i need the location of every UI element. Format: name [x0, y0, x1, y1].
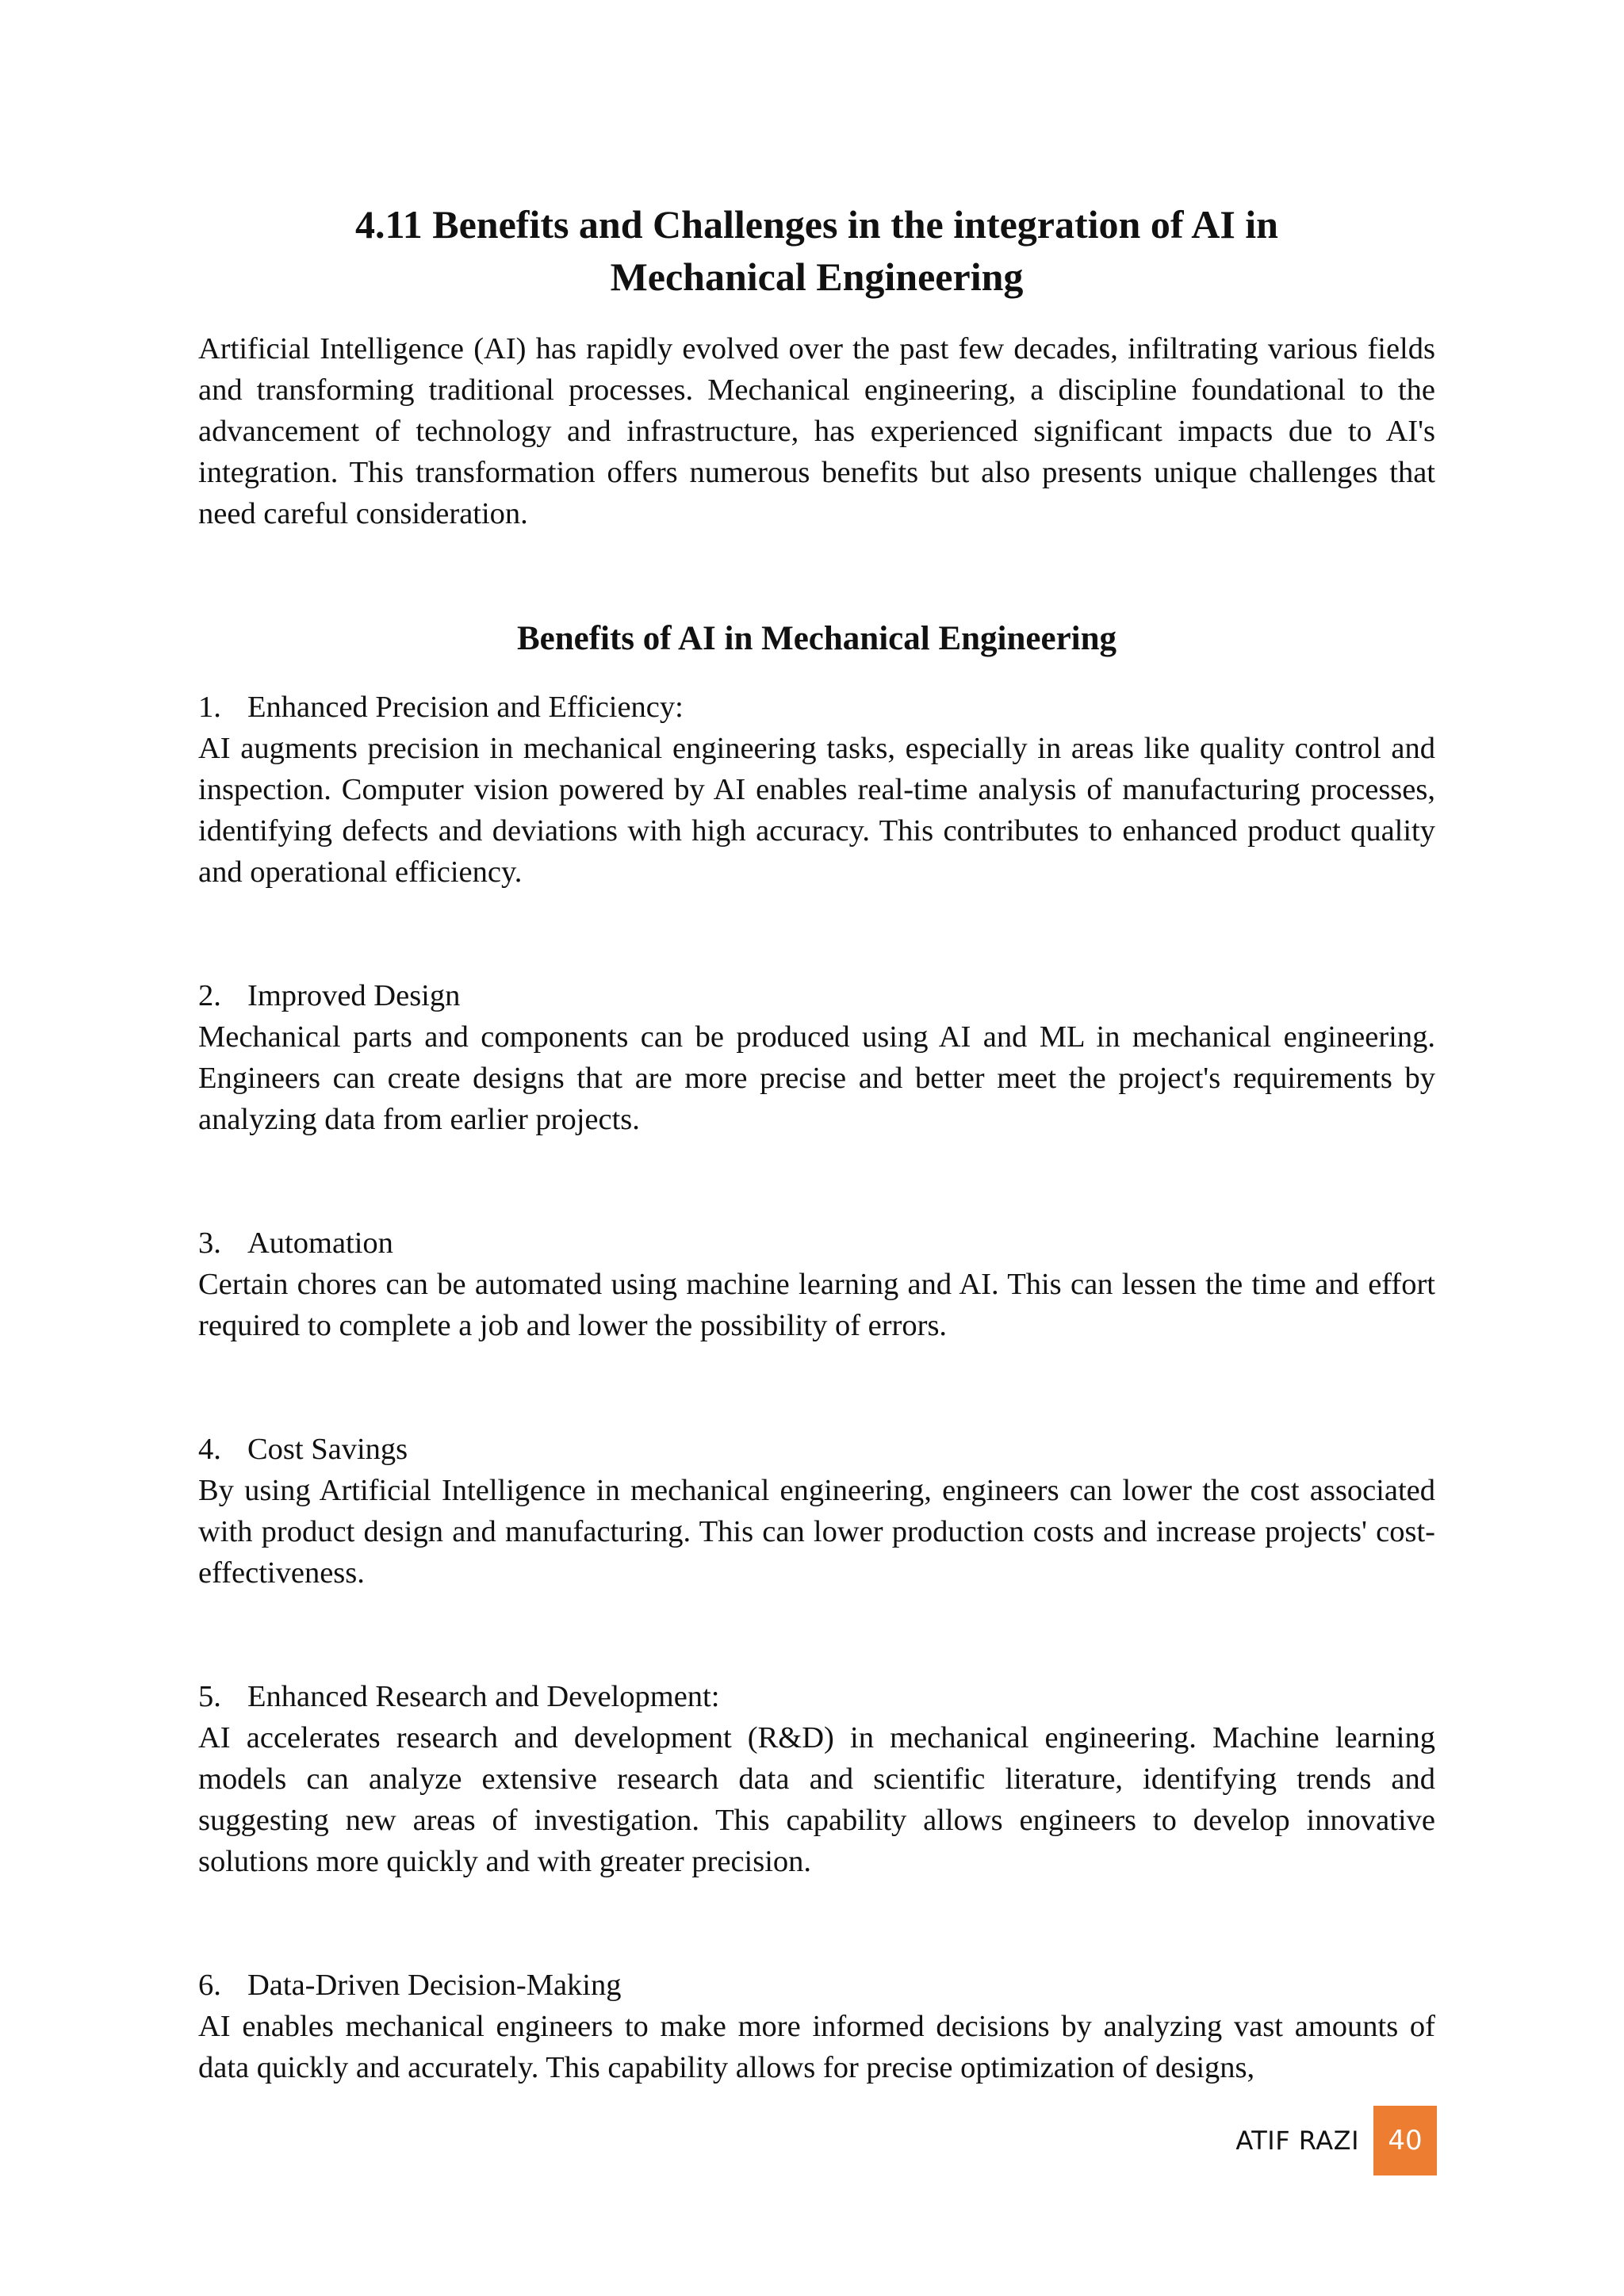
benefit-item-3: [198, 1223, 1435, 1346]
benefit-heading: [198, 1676, 1435, 1717]
benefit-text: Certain chores can be automated using machine learning and AI. This can lessen the time and effort required to complete a job and lower the possibility of errors.: [198, 1268, 1435, 1342]
intro-paragraph: Artificial Intelligence (AI) has rapidly evolved over the past few decades, infiltrating various fields and transforming traditional processes. Mechanical engineering, a discipline foundational to the advancement of technology and infrastructure, has experienced significant impacts due to AI's integration. This transformation offers numerous benefits but also presents unique challenges that need careful consideration.: [198, 332, 1435, 530]
list-number: 1.: [198, 691, 221, 724]
benefit-title: Cost Savings: [247, 1433, 408, 1466]
benefits-heading: Benefits of AI in Mechanical Engineering: [516, 620, 1117, 657]
benefit-title: Enhanced Research and Development:: [247, 1680, 720, 1713]
benefit-item-1: [198, 687, 1435, 893]
benefit-text: AI augments precision in mechanical engineering tasks, especially in areas like quality control and inspection. Computer vision powered by AI enables real-time analysis of manufacturing processes, identifying defects and deviations with high accuracy. This contributes to enhanced product quality and operational efficiency.: [198, 732, 1435, 889]
benefit-item-2: [198, 975, 1435, 1140]
list-number: 5.: [198, 1680, 221, 1713]
benefit-item-4: [198, 1429, 1435, 1594]
page-footer: [1158, 2106, 1437, 2175]
benefit-title: Improved Design: [247, 979, 461, 1012]
list-number: 2.: [198, 979, 221, 1012]
page-title-line-1: 4.11 Benefits and Challenges in the integration of AI in: [355, 202, 1278, 247]
list-number: 3.: [198, 1226, 221, 1260]
benefit-text: By using Artificial Intelligence in mechanical engineering, engineers can lower the cost associated with product design and manufacturing. This can lower production costs and increase projects' cost-effectiveness.: [198, 1474, 1435, 1590]
footer-author: ATIF RAZI: [1235, 2126, 1359, 2156]
benefit-heading: [198, 1965, 1435, 2006]
benefit-heading: [198, 975, 1435, 1016]
benefit-heading: [198, 1223, 1435, 1264]
benefit-title: Data-Driven Decision-Making: [247, 1969, 622, 2002]
list-number: 6.: [198, 1969, 221, 2002]
benefit-text: Mechanical parts and components can be produced using AI and ML in mechanical engineering. Engineers can create designs that are more precise and better meet the project's requirements by analyzing data from earlier projects.: [198, 1020, 1435, 1136]
benefit-text: AI accelerates research and development (R&D) in mechanical engineering. Machine learning models can analyze extensive research data and scientific literature, identifying trends and suggesting new areas of investigation. This capability allows engineers to develop innovative solutions more quickly and with greater precision.: [198, 1721, 1435, 1878]
page-title: [198, 198, 1435, 303]
benefit-text: AI enables mechanical engineers to make more informed decisions by analyzing vast amounts of data quickly and accurately. This capability allows for precise optimization of designs,: [198, 2010, 1435, 2084]
benefit-item-6: [198, 1965, 1435, 2088]
benefit-item-5: [198, 1676, 1435, 1882]
benefit-heading: [198, 687, 1435, 728]
page-number-badge: 40: [1373, 2106, 1437, 2175]
benefit-heading: [198, 1429, 1435, 1470]
benefit-title: Enhanced Precision and Efficiency:: [247, 691, 684, 724]
list-number: 4.: [198, 1433, 221, 1466]
benefit-title: Automation: [247, 1226, 393, 1260]
page-title-line-2: Mechanical Engineering: [610, 254, 1024, 299]
